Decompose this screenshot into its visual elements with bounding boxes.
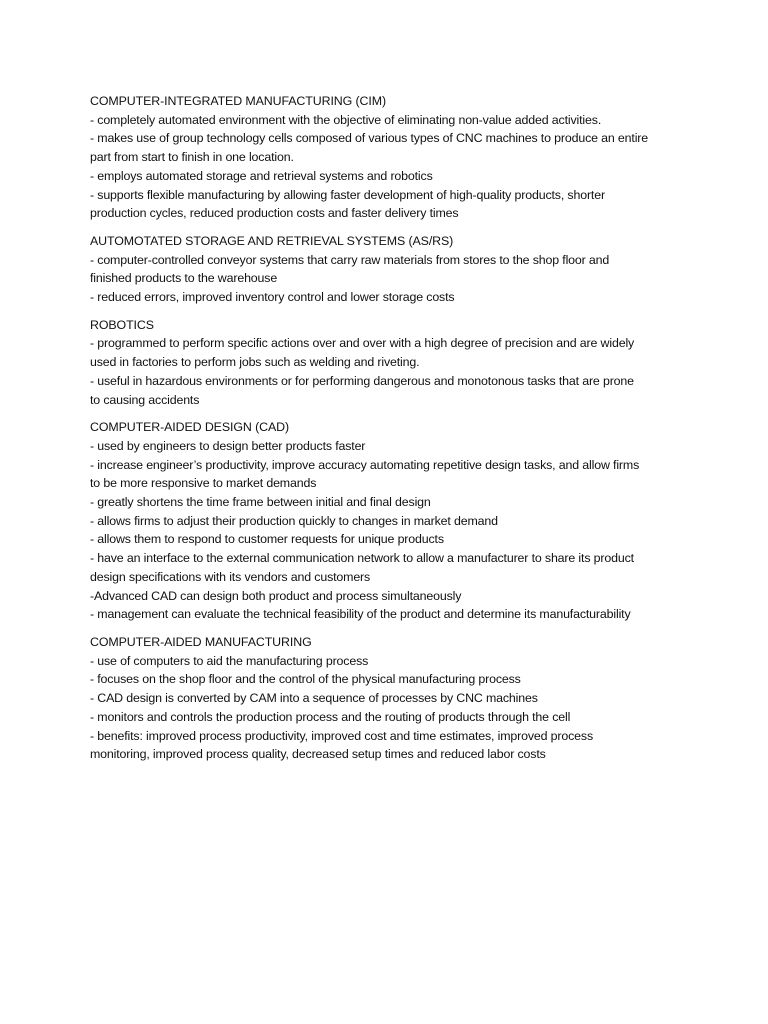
body-line: - focuses on the shop floor and the control of the physical manufacturing process	[90, 672, 521, 687]
body-line: - employs automated storage and retrieval systems and robotics	[90, 168, 433, 183]
section-cad	[90, 418, 690, 624]
section-heading: COMPUTER-AIDED DESIGN (CAD)	[90, 420, 289, 435]
body-line: - benefits: improved process productivity, improved cost and time estimates, improved process	[90, 728, 593, 743]
body-line: design specifications with its vendors and customers	[90, 569, 371, 584]
body-line: - reduced errors, improved inventory control and lower storage costs	[90, 290, 455, 305]
body-line: - completely automated environment with the objective of eliminating non-value added activities.	[90, 112, 602, 127]
body-line: - used by engineers to design better products faster	[90, 438, 366, 453]
body-line: part from start to finish in one location.	[90, 150, 294, 165]
body-line: used in factories to perform jobs such as welding and riveting.	[90, 355, 420, 370]
body-line: - makes use of group technology cells composed of various types of CNC machines to produce an entire	[90, 131, 649, 146]
body-line: - allows firms to adjust their production quickly to changes in market demand	[90, 513, 498, 528]
body-line: - monitors and controls the production process and the routing of products through the cell	[90, 709, 571, 724]
section-heading: COMPUTER-AIDED MANUFACTURING	[90, 634, 312, 649]
body-line: - have an interface to the external communication network to allow a manufacturer to share its product	[90, 551, 634, 566]
body-line: - greatly shortens the time frame between initial and final design	[90, 495, 431, 510]
body-line: - allows them to respond to customer requests for unique products	[90, 532, 444, 547]
section-cim	[90, 92, 690, 223]
body-line: - CAD design is converted by CAM into a sequence of processes by CNC machines	[90, 691, 538, 706]
document-body	[90, 92, 690, 773]
body-line: - computer-controlled conveyor systems that carry raw materials from stores to the shop floor and	[90, 252, 610, 267]
section-heading: COMPUTER-INTEGRATED MANUFACTURING (CIM)	[90, 94, 386, 108]
body-line: - use of computers to aid the manufacturing process	[90, 653, 369, 668]
body-line: finished products to the warehouse	[90, 271, 278, 286]
body-line: to causing accidents	[90, 392, 200, 407]
body-line: - increase engineer’s productivity, improve accuracy automating repetitive design tasks, and allow firms	[90, 457, 640, 472]
body-line: production cycles, reduced production costs and faster delivery times	[90, 206, 459, 221]
body-line: - programmed to perform specific actions over and over with a high degree of precision and are widely	[90, 336, 635, 351]
section-heading: ROBOTICS	[90, 317, 154, 332]
body-line: to be more responsive to market demands	[90, 476, 317, 491]
body-line: - management can evaluate the technical feasibility of the product and determine its manufacturability	[90, 607, 631, 622]
body-line: monitoring, improved process quality, decreased setup times and reduced labor costs	[90, 747, 546, 762]
section-heading: AUTOMOTATED STORAGE AND RETRIEVAL SYSTEMS (AS/RS)	[90, 233, 454, 248]
section-robotics	[90, 316, 690, 410]
section-cam	[90, 633, 690, 764]
body-line: - useful in hazardous environments or for performing dangerous and monotonous tasks that are prone	[90, 373, 634, 388]
body-line: -Advanced CAD can design both product and process simultaneously	[90, 588, 462, 603]
body-line: - supports flexible manufacturing by allowing faster development of high-quality products, shorter	[90, 187, 605, 202]
section-asrs	[90, 232, 690, 307]
